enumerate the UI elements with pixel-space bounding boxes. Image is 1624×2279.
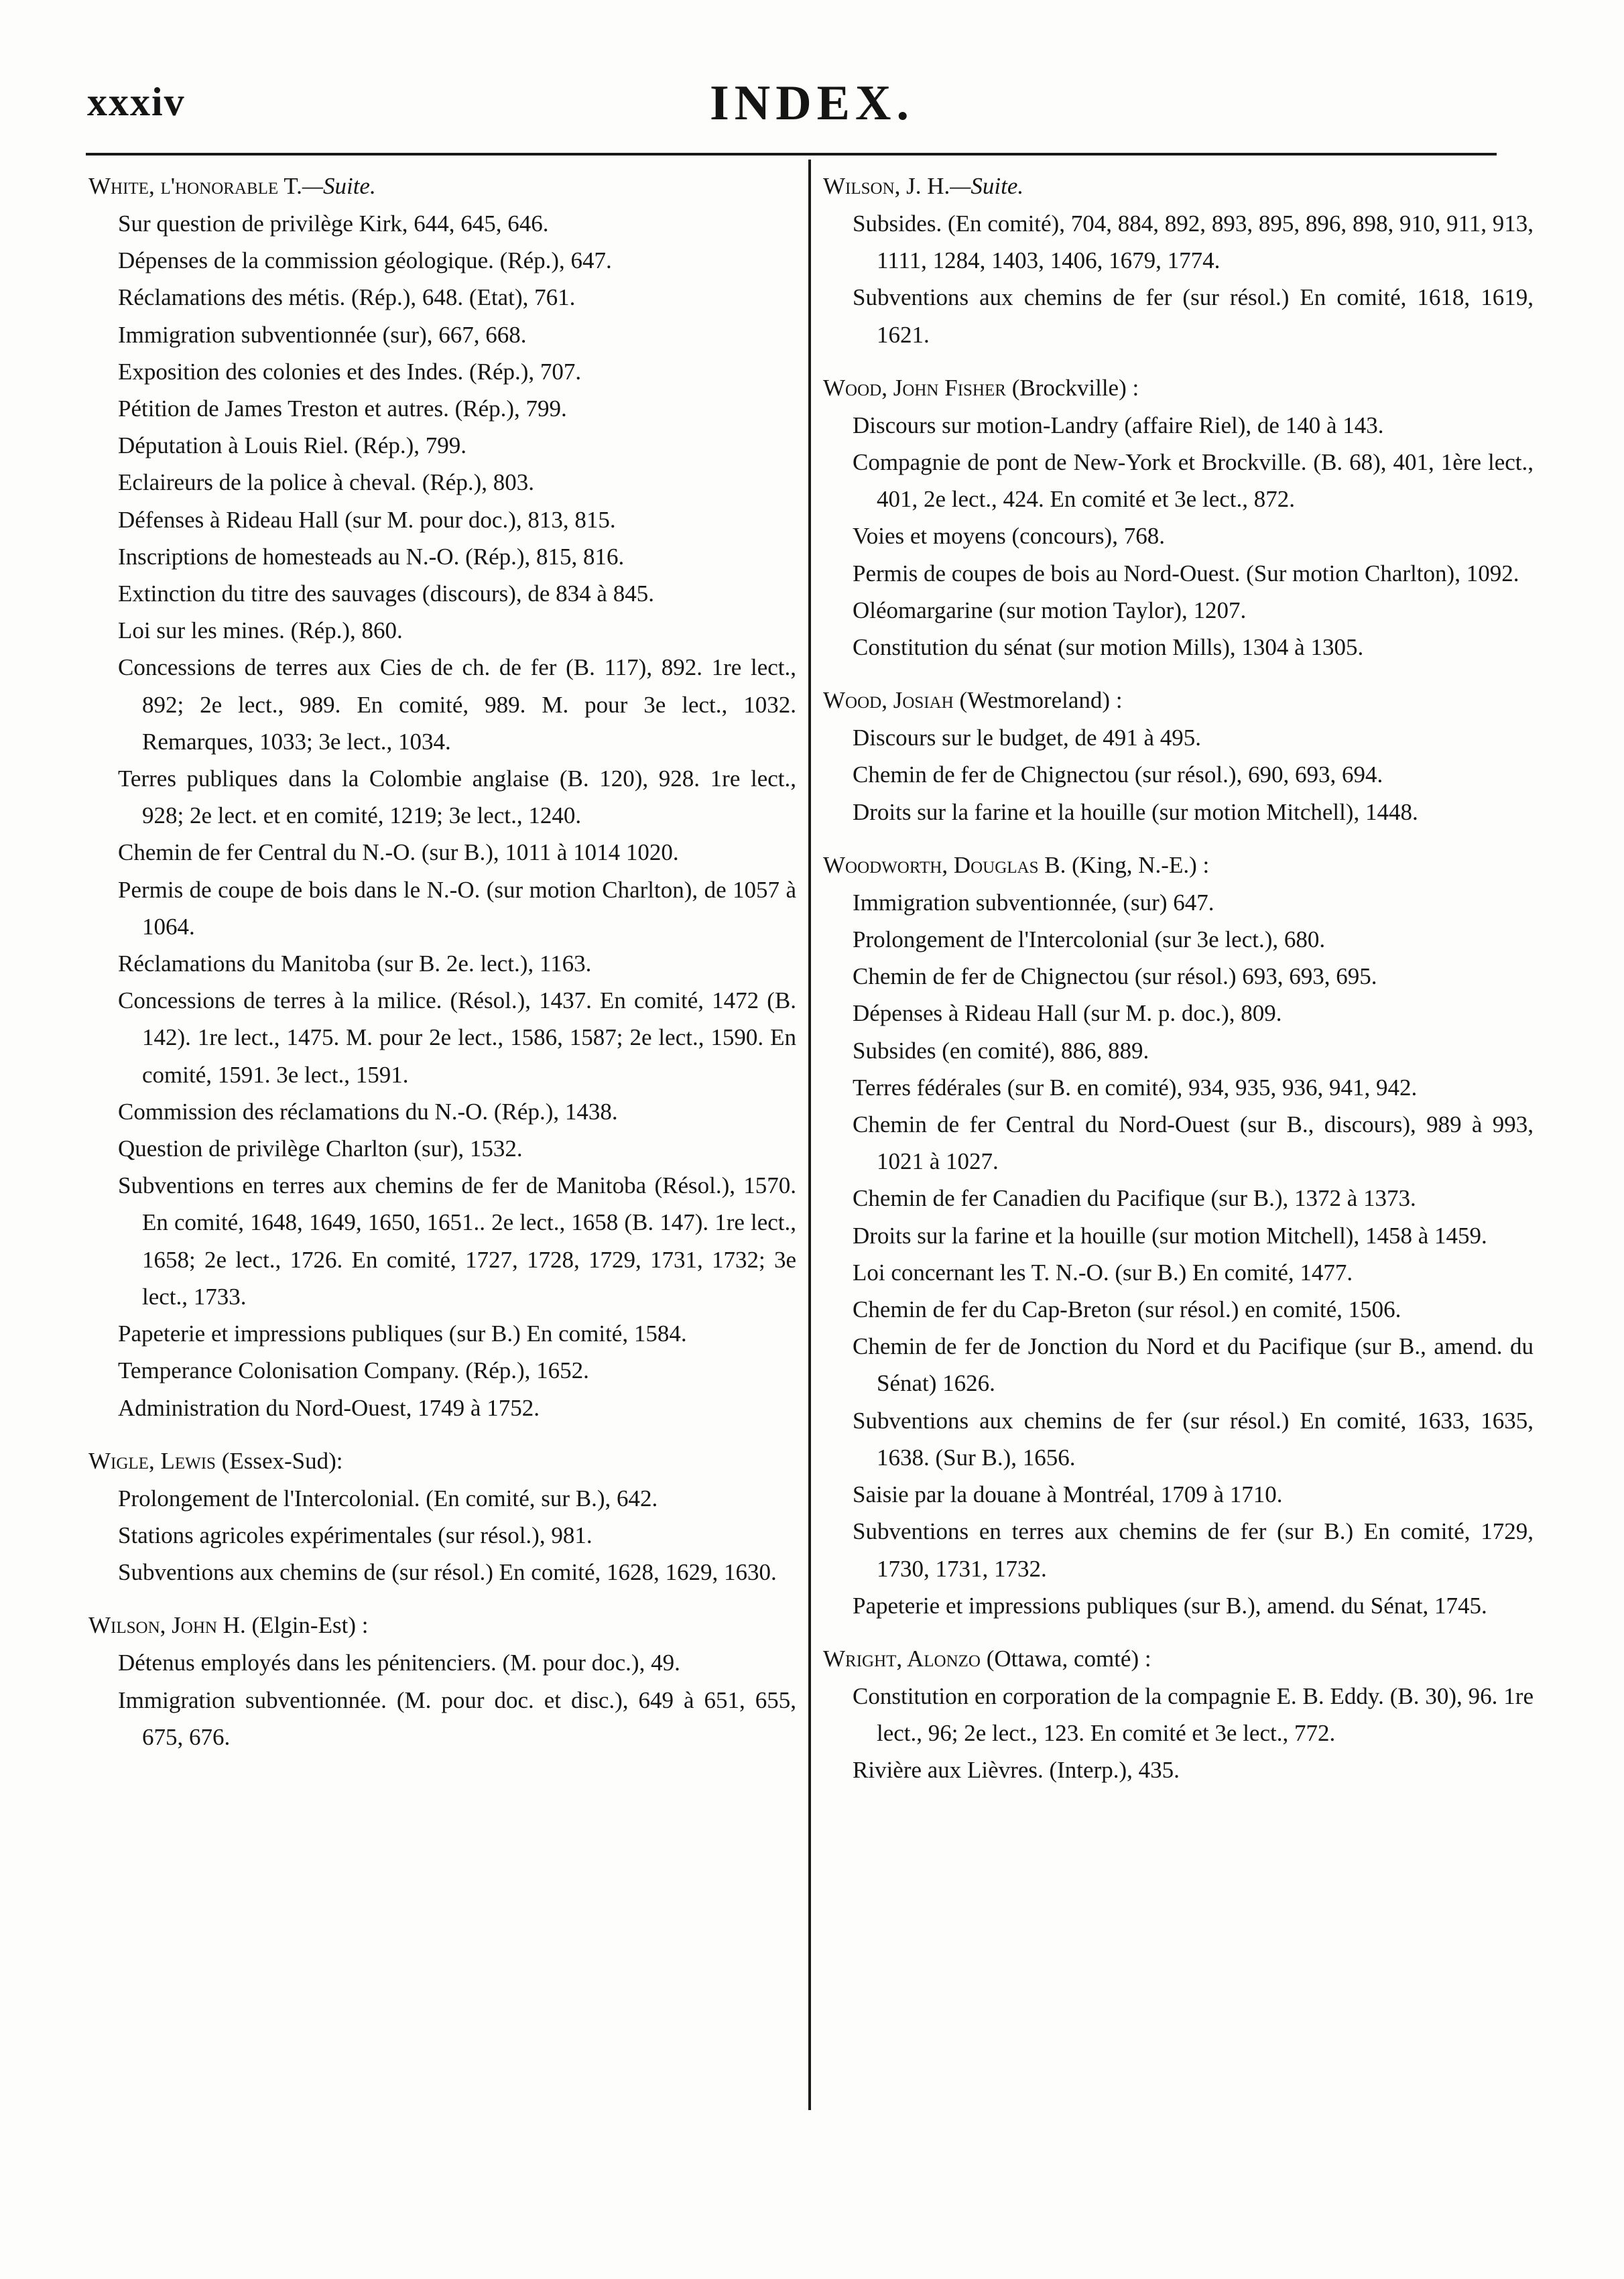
index-entry: [823, 682, 1534, 830]
index-subentry: Loi concernant les T. N.-O. (sur B.) En comité, 1477.: [853, 1259, 1353, 1286]
index-subentry: Exposition des colonies et des Indes. (Rép.), 707.: [118, 358, 582, 385]
index-subentry: Chemin de fer Central du Nord-Ouest (sur B., discours), 989 à 993, 1021 à 1027.: [853, 1111, 1534, 1175]
entry-suffix: —Suite.: [302, 173, 376, 199]
index-subentry: Extinction du titre des sauvages (discours), de 834 à 845.: [118, 580, 654, 607]
index-subentry: Discours sur le budget, de 491 à 495.: [853, 725, 1202, 751]
entry-heading: [88, 1607, 796, 1644]
index-entry: [88, 1607, 796, 1756]
index-subentry: Concessions de terres à la milice. (Résol.), 1437. En comité, 1472 (B. 142). 1re lect., 1475. M. pour 2e lect., 1586, 1587; 2e lect., 1590. En comité, 1591. 3e lect., 1591.: [118, 987, 796, 1088]
entry-heading: [823, 682, 1534, 719]
index-subentry: Subventions aux chemins de (sur résol.) En comité, 1628, 1629, 1630.: [118, 1559, 777, 1586]
index-subentry: Concessions de terres aux Cies de ch. de fer (B. 117), 892. 1re lect., 892; 2e lect., 989. En comité, 989. M. pour 3e lect., 1032. Remarques, 1033; 3e lect., 1034.: [118, 654, 796, 755]
entry-heading: [823, 847, 1534, 884]
entry-suffix: (Westmoreland) :: [953, 687, 1123, 714]
entry-name: Wilson, John H.: [88, 1612, 246, 1639]
entry-name: Woodworth, Douglas B.: [823, 851, 1066, 878]
entry-name: Wilson, J. H.: [823, 173, 950, 199]
entry-heading: [823, 1640, 1534, 1678]
index-subentry: Permis de coupe de bois dans le N.-O. (sur motion Charlton), de 1057 à 1064.: [118, 876, 796, 940]
index-subentry: Chemin de fer Canadien du Pacifique (sur B.), 1372 à 1373.: [853, 1185, 1416, 1212]
index-subentry: Temperance Colonisation Company. (Rép.), 1652.: [118, 1357, 589, 1384]
index-subentry: Immigration subventionnée (sur), 667, 668.: [118, 321, 527, 348]
index-subentry: Dépenses de la commission géologique. (Rép.), 647.: [118, 247, 612, 274]
index-subentry: Eclaireurs de la police à cheval. (Rép.), 803.: [118, 469, 534, 496]
index-entry: [88, 1442, 796, 1591]
entry-suffix: (Essex-Sud):: [215, 1447, 343, 1474]
entry-suffix: (King, N.-E.) :: [1066, 851, 1210, 878]
index-subentry: Chemin de fer du Cap-Breton (sur résol.) en comité, 1506.: [853, 1296, 1401, 1323]
index-subentry: Chemin de fer de Jonction du Nord et du Pacifique (sur B., amend. du Sénat) 1626.: [853, 1333, 1534, 1397]
index-subentry: Terres publiques dans la Colombie anglaise (B. 120), 928. 1re lect., 928; 2e lect. et en comité, 1219; 3e lect., 1240.: [118, 765, 796, 829]
index-subentry: Subventions aux chemins de fer (sur résol.) En comité, 1618, 1619, 1621.: [853, 284, 1534, 348]
index-subentry: Permis de coupes de bois au Nord-Ouest. (Sur motion Charlton), 1092.: [853, 560, 1519, 587]
index-subentry: Saisie par la douane à Montréal, 1709 à 1710.: [853, 1481, 1283, 1508]
index-subentry: Papeterie et impressions publiques (sur B.), amend. du Sénat, 1745.: [853, 1592, 1487, 1619]
entry-name: Wood, Josiah: [823, 687, 954, 714]
index-subentry: Chemin de fer de Chignectou (sur résol.), 690, 693, 694.: [853, 761, 1383, 788]
entry-heading: [88, 168, 796, 205]
index-subentry: Question de privilège Charlton (sur), 1532.: [118, 1135, 523, 1162]
index-subentry: Prolongement de l'Intercolonial. (En comité, sur B.), 642.: [118, 1485, 658, 1512]
index-subentry: Subventions aux chemins de fer (sur résol.) En comité, 1633, 1635, 1638. (Sur B.), 1656.: [853, 1407, 1534, 1471]
index-entry: [823, 369, 1534, 666]
entry-heading: [88, 1442, 796, 1480]
index-subentry: Subventions en terres aux chemins de fer (sur B.) En comité, 1729, 1730, 1731, 1732.: [853, 1518, 1534, 1582]
index-subentry: Discours sur motion-Landry (affaire Riel), de 140 à 143.: [853, 412, 1384, 438]
entry-suffix: (Elgin-Est) :: [245, 1612, 369, 1639]
entry-suffix: —Suite.: [950, 173, 1024, 199]
index-entry: [823, 1640, 1534, 1789]
index-subentry: Constitution en corporation de la compagnie E. B. Eddy. (B. 30), 96. 1re lect., 96; 2e lect., 123. En comité et 3e lect., 772.: [853, 1682, 1534, 1747]
page-title: INDEX.: [710, 76, 914, 131]
index-subentry: Constitution du sénat (sur motion Mills), 1304 à 1305.: [853, 634, 1364, 661]
index-subentry: Défenses à Rideau Hall (sur M. pour doc.), 813, 815.: [118, 506, 616, 533]
entry-heading: [823, 168, 1534, 205]
left-column: [88, 168, 796, 1772]
index-subentry: Rivière aux Lièvres. (Interp.), 435.: [853, 1757, 1180, 1784]
index-subentry: Stations agricoles expérimentales (sur résol.), 981.: [118, 1522, 592, 1548]
index-subentry: Immigration subventionnée, (sur) 647.: [853, 889, 1214, 916]
index-subentry: Chemin de fer Central du N.-O. (sur B.), 1011 à 1014 1020.: [118, 839, 679, 866]
entry-suffix: (Ottawa, comté) :: [980, 1645, 1151, 1672]
entry-heading: [823, 369, 1534, 407]
index-entry: [823, 847, 1534, 1624]
index-subentry: Subsides (en comité), 886, 889.: [853, 1037, 1149, 1064]
entry-name: Wright, Alonzo: [823, 1645, 981, 1672]
index-subentry: Députation à Louis Riel. (Rép.), 799.: [118, 432, 467, 459]
index-subentry: Chemin de fer de Chignectou (sur résol.) 693, 693, 695.: [853, 963, 1377, 990]
entry-suffix: (Brockville) :: [1005, 374, 1139, 401]
page-number: xxxiv: [87, 80, 186, 124]
index-subentry: Sur question de privilège Kirk, 644, 645, 646.: [118, 210, 549, 237]
entry-name: Wood, John Fisher: [823, 374, 1006, 401]
header-rule: [86, 153, 1497, 156]
entry-name: Wigle, Lewis: [88, 1447, 216, 1474]
index-subentry: Oléomargarine (sur motion Taylor), 1207.: [853, 597, 1247, 623]
index-subentry: Pétition de James Treston et autres. (Rép.), 799.: [118, 395, 567, 422]
index-subentry: Dépenses à Rideau Hall (sur M. p. doc.), 809.: [853, 1000, 1282, 1027]
index-subentry: Terres fédérales (sur B. en comité), 934, 935, 936, 941, 942.: [853, 1074, 1418, 1101]
index-subentry: Droits sur la farine et la houille (sur motion Mitchell), 1448.: [853, 798, 1418, 825]
index-entry: [88, 168, 796, 1426]
index-subentry: Subsides. (En comité), 704, 884, 892, 893, 895, 896, 898, 910, 911, 913, 1111, 1284, 1403, 1406, 1679, 1774.: [853, 210, 1534, 274]
index-subentry: Loi sur les mines. (Rép.), 860.: [118, 617, 403, 644]
index-subentry: Inscriptions de homesteads au N.-O. (Rép.), 815, 816.: [118, 543, 625, 570]
index-subentry: Administration du Nord-Ouest, 1749 à 1752.: [118, 1394, 540, 1421]
index-subentry: Détenus employés dans les pénitenciers. (M. pour doc.), 49.: [118, 1650, 680, 1676]
index-subentry: Réclamations du Manitoba (sur B. 2e. lect.), 1163.: [118, 950, 592, 977]
index-subentry: Réclamations des métis. (Rép.), 648. (Etat), 761.: [118, 284, 576, 311]
index-subentry: Droits sur la farine et la houille (sur motion Mitchell), 1458 à 1459.: [853, 1222, 1487, 1249]
index-subentry: Immigration subventionnée. (M. pour doc. et disc.), 649 à 651, 655, 675, 676.: [118, 1686, 796, 1750]
index-subentry: Voies et moyens (concours), 768.: [853, 523, 1165, 550]
index-subentry: Subventions en terres aux chemins de fer de Manitoba (Résol.), 1570. En comité, 1648, 1649, 1650, 1651.. 2e lect., 1658 (B. 147). 1re lect., 1658; 2e lect., 1726. En comité, 1727, 1728, 1729, 1731, 1732; 3e lect., 1733.: [118, 1172, 796, 1310]
index-entry: [823, 168, 1534, 353]
index-subentry: Compagnie de pont de New-York et Brockville. (B. 68), 401, 1ère lect., 401, 2e lect., 424. En comité et 3e lect., 872.: [853, 449, 1534, 513]
entry-name: White, l'honorable T.: [88, 173, 302, 199]
index-subentry: Papeterie et impressions publiques (sur B.) En comité, 1584.: [118, 1320, 687, 1347]
index-subentry: Prolongement de l'Intercolonial (sur 3e lect.), 680.: [853, 926, 1326, 953]
right-column: [823, 168, 1534, 1805]
column-divider: [808, 160, 811, 2110]
index-subentry: Commission des réclamations du N.-O. (Rép.), 1438.: [118, 1098, 618, 1125]
